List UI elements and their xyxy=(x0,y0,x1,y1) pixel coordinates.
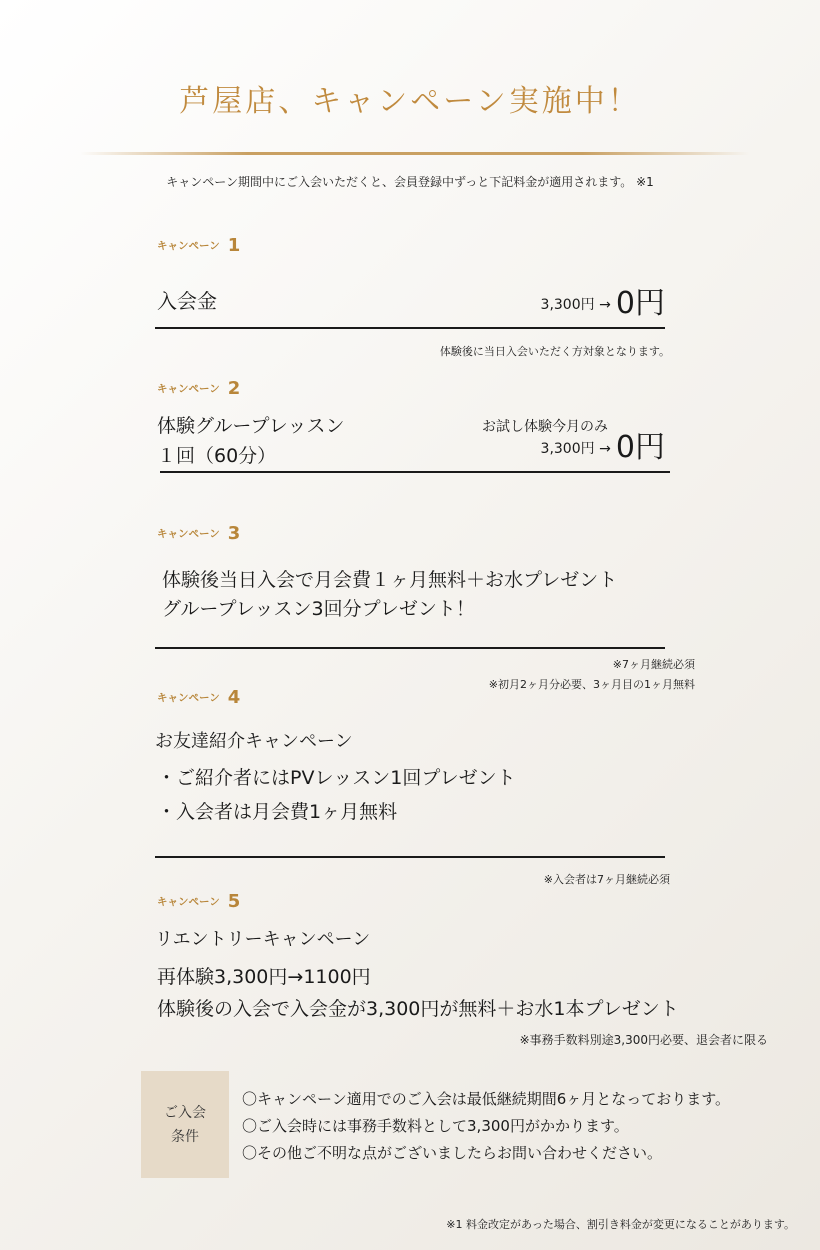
condition-item-2: 〇ご入会時には事務手数料として3,300円がかかります。 xyxy=(242,1117,629,1135)
price-to: 0円 xyxy=(615,286,665,321)
campaign-5-heading: リエントリーキャンペーン xyxy=(155,929,371,950)
price-from: 3,300円 → xyxy=(540,441,611,457)
campaign-5-label xyxy=(157,890,240,912)
campaign-5-note: ※事務手数料別途3,300円必要、退会者に限る xyxy=(519,1033,768,1047)
campaign-1-item: 入会金 xyxy=(157,289,217,313)
campaign-label-text: キャンペーン xyxy=(157,692,220,704)
campaign-1-note: 体験後に当日入会いただく方対象となります。 xyxy=(439,345,670,358)
conditions-label-box xyxy=(141,1071,229,1178)
campaign-4-line1: ・ご紹介者にはPVレッスン1回プレゼント xyxy=(157,767,516,789)
campaign-2-price xyxy=(541,422,665,466)
campaign-3-label xyxy=(157,522,240,544)
campaign-4-label xyxy=(157,686,240,708)
title-divider xyxy=(80,152,750,155)
campaign-label-text: キャンペーン xyxy=(157,383,220,395)
campaign-3-line2: グループレッスン3回分プレゼント！ xyxy=(162,598,475,620)
page-title: 芦屋店、キャンペーン実施中！ xyxy=(179,84,641,119)
price-to: 0円 xyxy=(615,430,665,465)
campaign-5-line1: 再体験3,300円→1100円 xyxy=(157,966,371,988)
campaign-number: 2 xyxy=(227,378,241,399)
campaign-2-item-line2: １回（60分） xyxy=(157,445,277,467)
campaign-number: 4 xyxy=(227,687,241,708)
campaign-label-text: キャンペーン xyxy=(157,896,220,908)
intro-text: キャンペーン期間中にご入会いただくと、会員登録中ずっと下記料金が適用されます。 ※1 xyxy=(166,175,654,189)
condition-item-1: 〇キャンペーン適用でのご入会は最低継続期間6ヶ月となっております。 xyxy=(242,1090,731,1108)
campaign-3-rule xyxy=(155,647,665,649)
campaign-3-note2: ※初月2ヶ月分必要、3ヶ月目の1ヶ月無料 xyxy=(488,678,695,691)
campaign-number: 1 xyxy=(227,235,241,256)
campaign-1-label xyxy=(157,234,240,256)
campaign-label-text: キャンペーン xyxy=(157,240,220,252)
campaign-label-text: キャンペーン xyxy=(157,528,220,540)
price-from: 3,300円 → xyxy=(540,297,611,313)
campaign-4-rule xyxy=(155,856,665,858)
campaign-2-item-line1: 体験グループレッスン xyxy=(157,415,345,437)
conditions-label-line1: ご入会 xyxy=(164,1104,206,1121)
campaign-2-rule xyxy=(160,471,670,473)
conditions-label-line2: 条件 xyxy=(171,1128,199,1145)
campaign-2-condition: お試し体験今月のみ xyxy=(482,419,608,435)
campaign-number: 5 xyxy=(227,891,241,912)
campaign-3-line1: 体験後当日入会で月会費１ヶ月無料＋お水プレゼント xyxy=(162,569,618,591)
campaign-1-price xyxy=(541,278,665,322)
campaign-4-line2: ・入会者は月会費1ヶ月無料 xyxy=(157,801,398,823)
campaign-5-line2: 体験後の入会で入会金が3,300円が無料＋お水1本プレゼント xyxy=(157,998,679,1020)
campaign-4-heading: お友達紹介キャンペーン xyxy=(155,731,353,752)
condition-item-3: 〇その他ご不明な点がございましたらお問い合わせください。 xyxy=(242,1144,663,1162)
campaign-2-label xyxy=(157,377,240,399)
campaign-number: 3 xyxy=(227,523,241,544)
footnote: ※1 料金改定があった場合、割引き料金が変更になることがあります。 xyxy=(446,1218,795,1231)
campaign-3-note1: ※7ヶ月継続必須 xyxy=(612,658,695,671)
campaign-1-rule xyxy=(155,327,665,329)
campaign-4-note: ※入会者は7ヶ月継続必須 xyxy=(543,873,670,886)
